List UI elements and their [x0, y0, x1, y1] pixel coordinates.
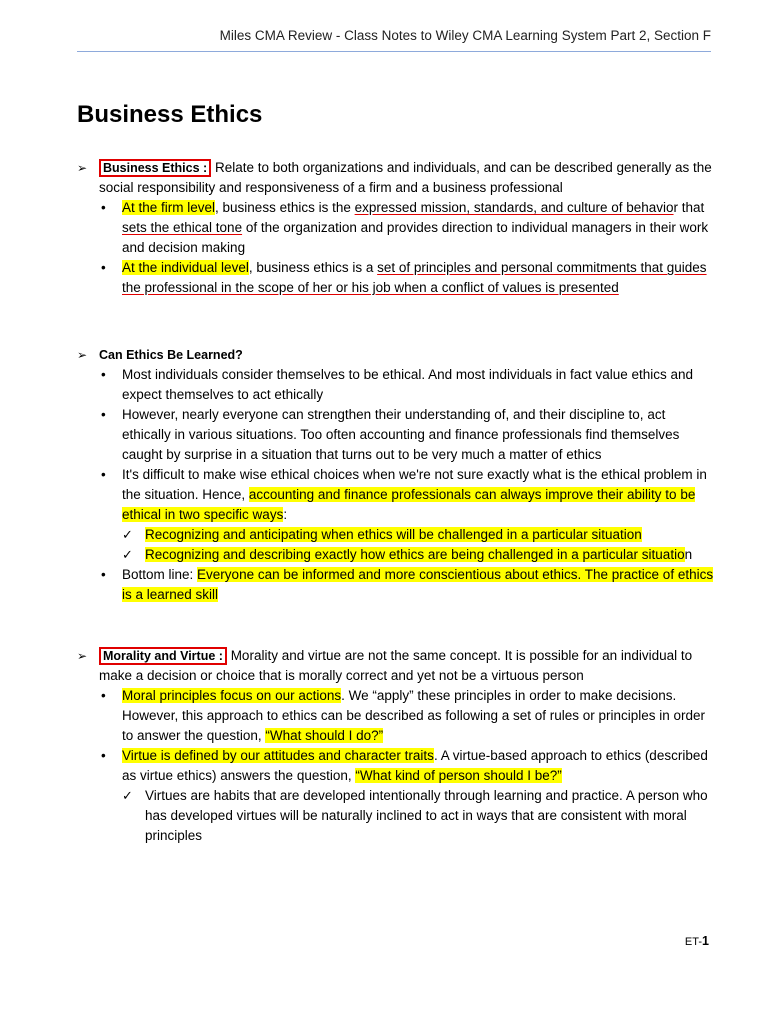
morality-intro: Morality and virtue are not the same concept. It is possible for an individual to make a decision or choice that is morally correct and yet not be a virtuous person [99, 648, 693, 683]
text: It's difficult to make wise ethical choices when we're not sure exactly what is the ethical problem in the situation. Hence, [122, 467, 707, 502]
check-item [77, 545, 717, 565]
checkmark-icon: ✓ [122, 788, 133, 803]
highlighted-text: “What kind of person should I be?” [355, 768, 562, 783]
can-ethics-item [77, 345, 717, 365]
bullet-icon: • [101, 748, 106, 763]
check-item [77, 786, 717, 846]
underlined-text: set of principles and personal commitments that guides the professional in the scope of her or his job when a conflict of values is presented [122, 260, 707, 295]
check-item [77, 525, 717, 545]
list-item [77, 686, 717, 746]
individual-level-highlight: At the individual level [122, 260, 249, 275]
page-number-value: 1 [702, 934, 709, 948]
text: r that [673, 200, 705, 215]
text: , business ethics is a [248, 260, 378, 275]
arrow-bullet-icon: ➢ [77, 161, 88, 175]
section-morality-and-virtue [77, 646, 717, 846]
page-header: Miles CMA Review - Class Notes to Wiley CMA Learning System Part 2, Section F [219, 28, 711, 43]
header-rule [77, 51, 711, 52]
arrow-bullet-icon: ➢ [77, 348, 88, 362]
bullet-icon: • [101, 688, 106, 703]
highlighted-text: accounting and finance professionals can always improve their ability to be ethical in two specific ways [122, 487, 696, 522]
page-title: Business Ethics [77, 101, 263, 128]
business-ethics-term: Business Ethics : [99, 159, 211, 177]
section-can-ethics-be-learned [77, 345, 717, 605]
firm-level-highlight: At the firm level [122, 200, 216, 215]
checkmark-icon: ✓ [122, 527, 133, 542]
firm-level-bullet [77, 198, 717, 258]
bullet-icon: • [101, 407, 106, 422]
highlighted-text: Everyone can be informed and more conscientious about ethics. The practice of ethics is a learned skill [122, 567, 714, 602]
text: . We “apply” these principles in order to make decisions. However, this approach to ethics can be described as following a set of rules or principles in order to answer the question, [122, 688, 706, 743]
underlined-text: sets the ethical tone [122, 220, 243, 235]
individual-level-bullet [77, 258, 717, 298]
underlined-text: expressed mission, standards, and culture of behavio [354, 200, 674, 215]
text: : [283, 507, 288, 522]
page-number [685, 934, 709, 948]
section-business-ethics [77, 158, 717, 298]
list-item [77, 746, 717, 786]
list-item [77, 465, 717, 525]
bullet-icon: • [101, 467, 106, 482]
highlighted-text: Recognizing and describing exactly how ethics are being challenged in a particular situatio [145, 547, 685, 562]
bullet-icon: • [101, 367, 106, 382]
business-ethics-intro: Relate to both organizations and individuals, and can be described generally as the social responsibility and responsiveness of a firm and a business professional [99, 160, 712, 195]
can-ethics-heading: Can Ethics Be Learned? [99, 348, 243, 362]
highlighted-text: Virtue is defined by our attitudes and character traits [122, 748, 434, 763]
page-number-prefix: ET- [684, 936, 703, 948]
list-item [77, 565, 717, 605]
bullet-icon: • [101, 260, 106, 275]
bullet-icon: • [101, 567, 106, 582]
text: However, nearly everyone can strengthen their understanding of, and their discipline to, act ethically in various situations. Too often accounting and finance professionals find themselves caught by surprise in a situation that turns out to be very much a matter of ethics [122, 407, 680, 462]
text: . A virtue-based approach to ethics (described as virtue ethics) answers the question, [122, 748, 708, 783]
text: Virtues are habits that are developed intentionally through learning and practice. A person who has developed virtues will be naturally inclined to act in ways that are consistent with moral principles [145, 788, 708, 843]
business-ethics-item [77, 158, 717, 198]
text: Bottom line: [122, 567, 198, 582]
arrow-bullet-icon: ➢ [77, 649, 88, 663]
highlighted-text: “What should I do?” [265, 728, 384, 743]
morality-item [77, 646, 717, 686]
bullet-icon: • [101, 200, 106, 215]
morality-term: Morality and Virtue : [99, 647, 227, 665]
highlighted-text: Moral principles focus on our actions [122, 688, 342, 703]
list-item [77, 405, 717, 465]
text: of the organization and provides direction to individual managers in their work and decision making [122, 220, 709, 255]
list-item [77, 365, 717, 405]
checkmark-icon: ✓ [122, 547, 133, 562]
text: Most individuals consider themselves to be ethical. And most individuals in fact value ethics and expect themselves to act ethically [122, 367, 694, 402]
highlighted-text: Recognizing and anticipating when ethics will be challenged in a particular situation [145, 527, 642, 542]
text: , business ethics is the [215, 200, 355, 215]
text: n [684, 547, 693, 562]
